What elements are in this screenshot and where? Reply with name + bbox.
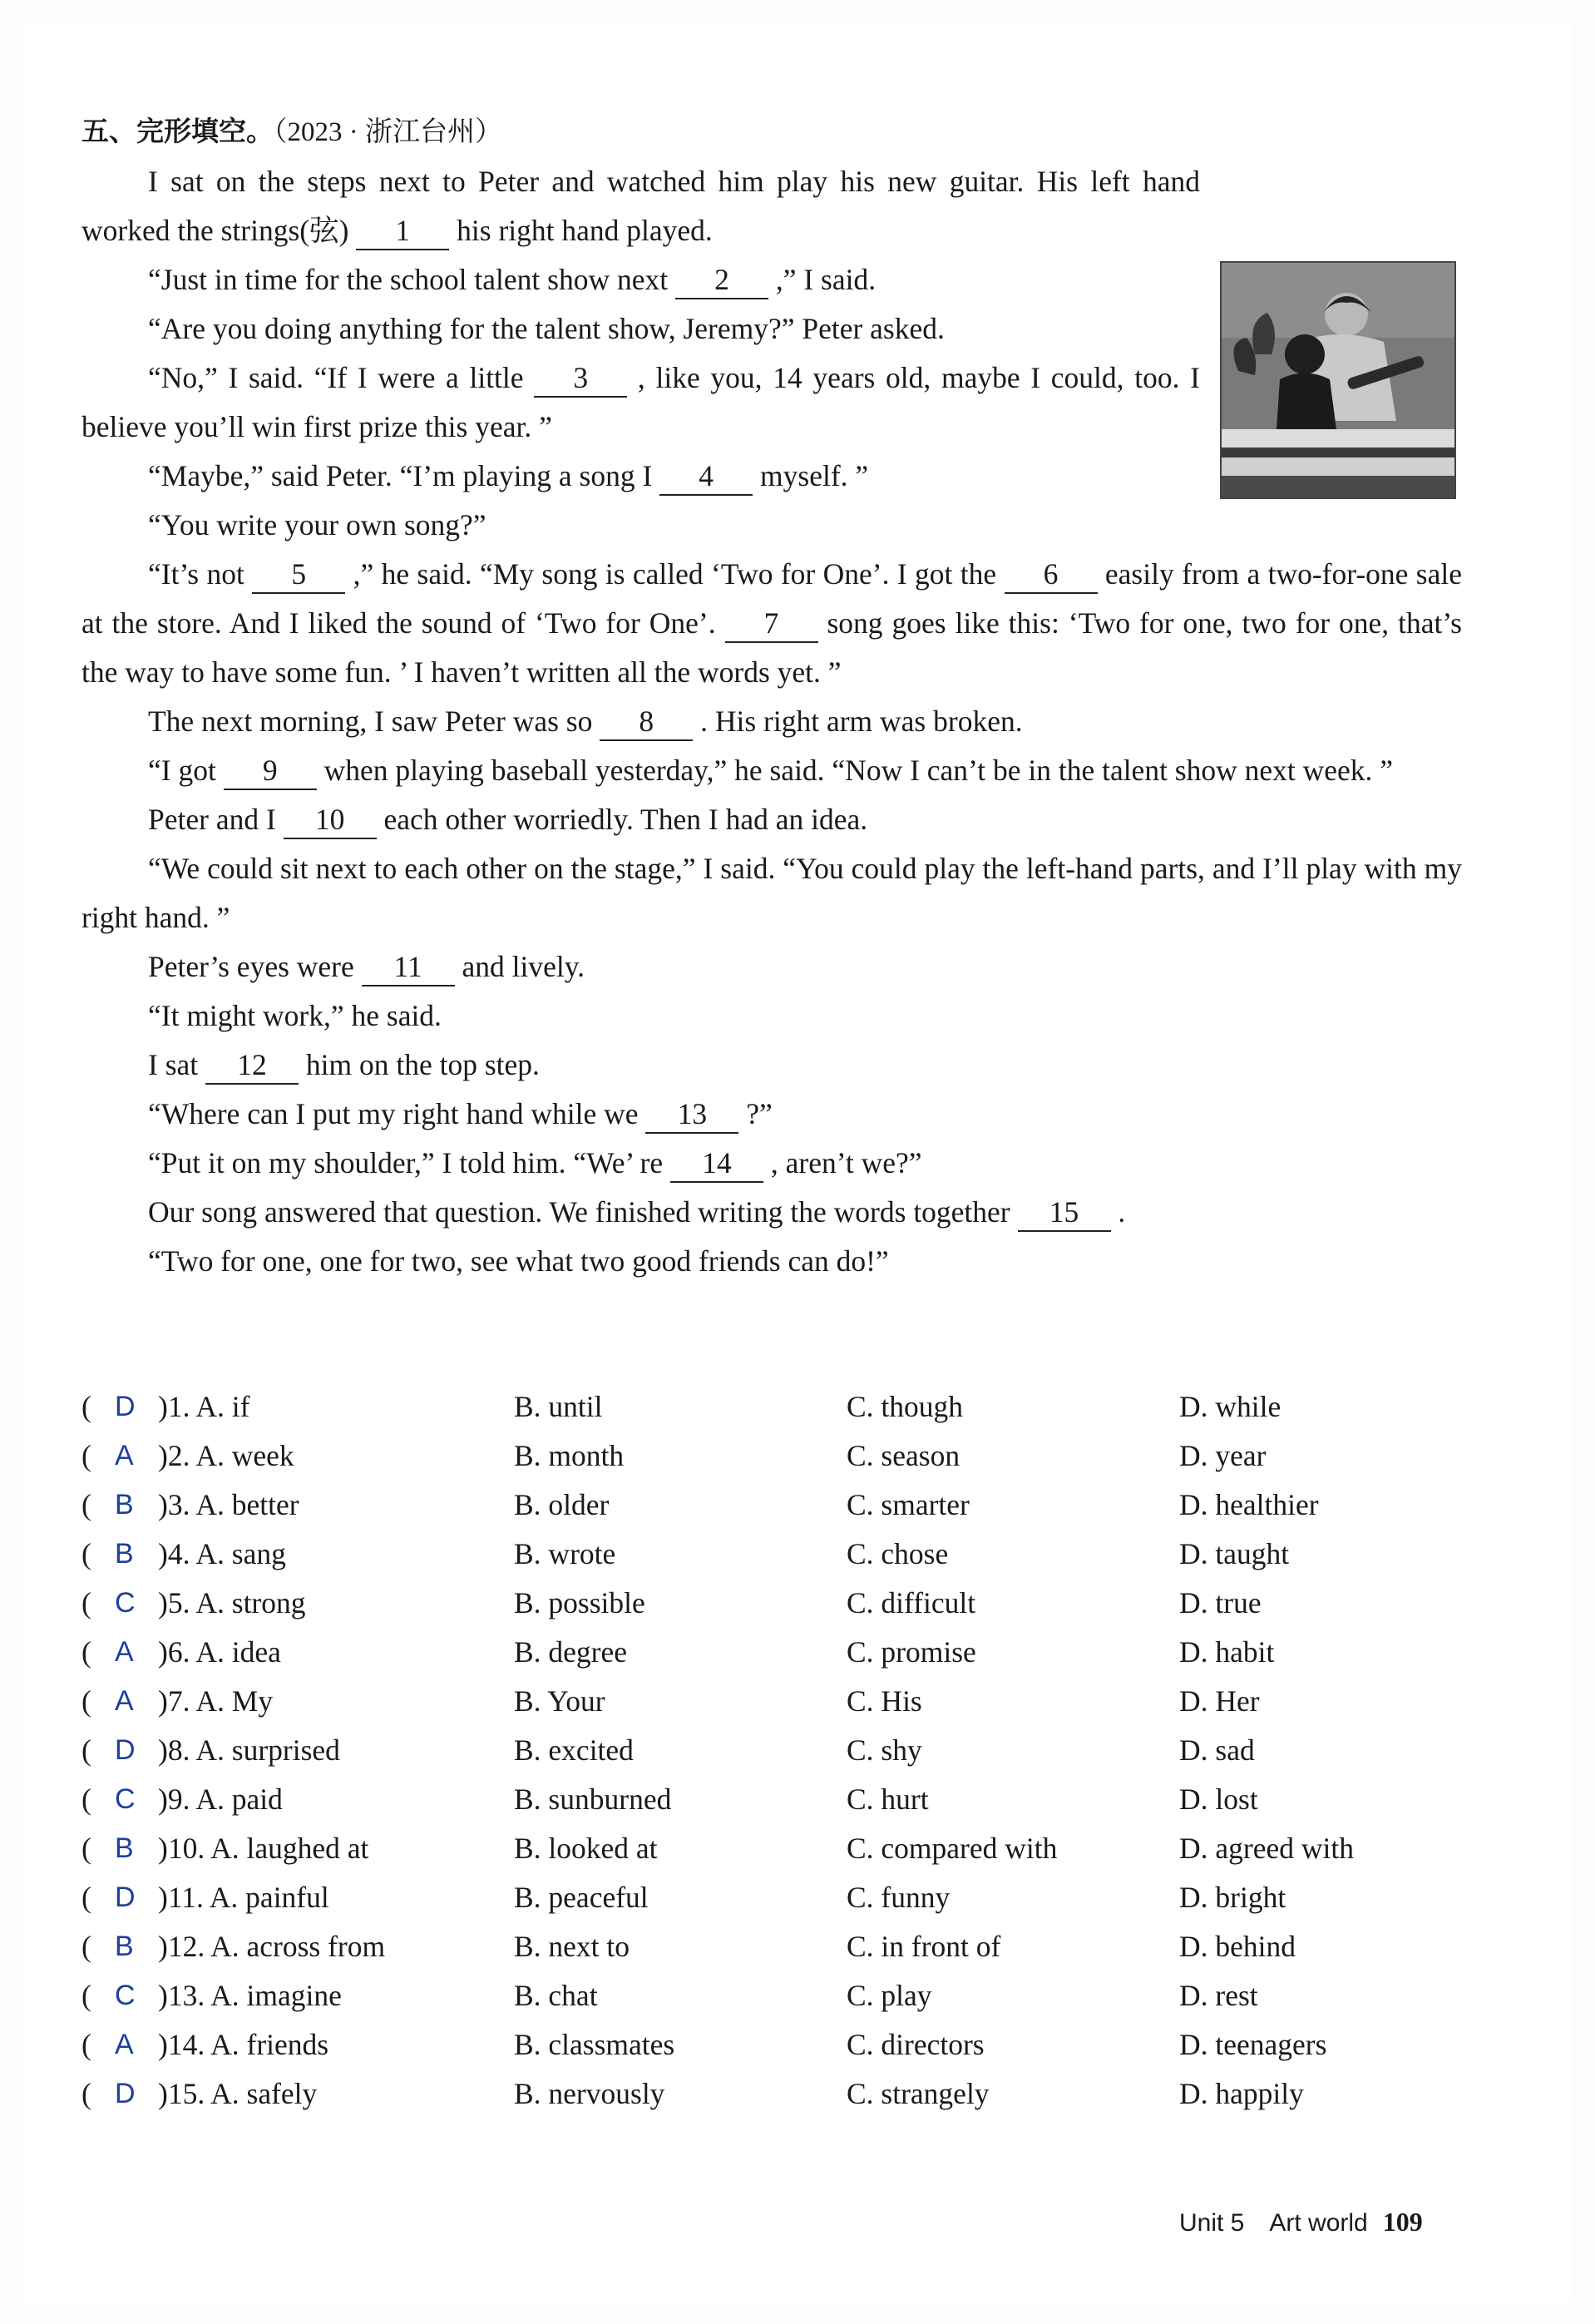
option-d: D. Her bbox=[1179, 1684, 1260, 1718]
option-row bbox=[81, 1824, 1462, 1873]
option-c: C. directors bbox=[847, 2028, 985, 2061]
option-b: B. possible bbox=[514, 1586, 645, 1619]
option-row bbox=[81, 1677, 1462, 1726]
blank-6: 6 bbox=[1005, 556, 1098, 594]
paragraph bbox=[81, 255, 1200, 304]
text: “We could sit next to each other on the stage,” I said. “You could play the left-hand parts, and I’ll play with my right hand. ” bbox=[81, 852, 1462, 934]
option-d: D. healthier bbox=[1179, 1488, 1319, 1521]
text: ?” bbox=[738, 1097, 773, 1130]
option-c: C. His bbox=[847, 1684, 922, 1718]
option-c: C. in front of bbox=[847, 1930, 1001, 1963]
open-paren: ( bbox=[81, 1390, 91, 1423]
option-c: C. though bbox=[847, 1390, 964, 1423]
text: each other worriedly. Then I had an idea. bbox=[376, 803, 868, 836]
blank-12: 12 bbox=[205, 1046, 299, 1085]
option-a: )7. A. My bbox=[158, 1684, 274, 1718]
paragraph bbox=[81, 697, 1462, 746]
paragraph bbox=[81, 746, 1462, 795]
option-row bbox=[81, 1873, 1462, 1922]
option-d: D. year bbox=[1179, 1439, 1267, 1472]
option-c: C. season bbox=[847, 1439, 960, 1472]
blank-3: 3 bbox=[534, 359, 627, 398]
text: him on the top step. bbox=[299, 1048, 540, 1081]
option-row bbox=[81, 1579, 1462, 1628]
option-a: )8. A. surprised bbox=[158, 1733, 340, 1767]
option-b: B. month bbox=[514, 1439, 625, 1472]
open-paren: ( bbox=[81, 1783, 91, 1816]
text: his right hand played. bbox=[449, 214, 713, 247]
option-c: C. play bbox=[847, 1979, 932, 2012]
option-row bbox=[81, 1628, 1462, 1677]
paragraph bbox=[81, 1041, 1462, 1090]
option-a: )6. A. idea bbox=[158, 1635, 281, 1669]
text: , aren’t we?” bbox=[763, 1146, 922, 1179]
paragraph bbox=[81, 501, 1462, 550]
option-d: D. true bbox=[1179, 1586, 1262, 1619]
text: “You write your own song?” bbox=[148, 508, 486, 541]
paragraph bbox=[81, 157, 1200, 255]
open-paren: ( bbox=[81, 1832, 91, 1865]
option-a: )1. A. if bbox=[158, 1390, 250, 1423]
text: , like you, 14 years old, maybe I could, too. I believe you’ll win first prize this year. ” bbox=[81, 361, 1200, 443]
option-a: )14. A. friends bbox=[158, 2028, 329, 2061]
open-paren: ( bbox=[81, 1684, 91, 1718]
answer-letter: A bbox=[115, 1685, 134, 1717]
option-d: D. lost bbox=[1179, 1783, 1258, 1816]
option-b: B. Your bbox=[514, 1684, 605, 1718]
blank-7: 7 bbox=[725, 605, 818, 643]
paragraph bbox=[81, 1090, 1462, 1139]
option-c: C. difficult bbox=[847, 1586, 976, 1619]
option-c: C. hurt bbox=[847, 1783, 929, 1816]
paragraph bbox=[81, 1237, 1462, 1286]
option-a: )15. A. safely bbox=[158, 2077, 318, 2110]
option-a: )5. A. strong bbox=[158, 1586, 306, 1619]
text: “Maybe,” said Peter. “I’m playing a song I bbox=[148, 459, 660, 492]
option-row bbox=[81, 1481, 1462, 1530]
option-a: )2. A. week bbox=[158, 1439, 294, 1472]
open-paren: ( bbox=[81, 1488, 91, 1521]
text: . His right arm was broken. bbox=[693, 705, 1023, 738]
open-paren: ( bbox=[81, 1635, 91, 1669]
text: “Two for one, one for two, see what two good friends can do!” bbox=[148, 1244, 889, 1278]
answer-letter: D bbox=[115, 2078, 136, 2109]
option-b: B. next to bbox=[514, 1930, 630, 1963]
option-row bbox=[81, 1530, 1462, 1579]
option-d: D. happily bbox=[1179, 2077, 1304, 2110]
text: myself. ” bbox=[753, 459, 869, 492]
blank-8: 8 bbox=[600, 703, 693, 741]
text: ,” he said. “My song is called ‘Two for One’. I got the bbox=[345, 557, 1005, 591]
open-paren: ( bbox=[81, 1586, 91, 1619]
option-a: )10. A. laughed at bbox=[158, 1832, 369, 1865]
paragraph bbox=[81, 991, 1462, 1041]
answer-letter: B bbox=[115, 1538, 134, 1570]
answer-letter: C bbox=[115, 1980, 136, 2011]
answer-letter: D bbox=[115, 1734, 136, 1766]
page-footer bbox=[1179, 2207, 1423, 2237]
text: ,” I said. bbox=[768, 263, 877, 296]
option-d: D. sad bbox=[1179, 1733, 1255, 1767]
answer-letter: B bbox=[115, 1931, 134, 1962]
blank-1: 1 bbox=[356, 212, 449, 250]
text: Peter and I bbox=[148, 803, 284, 836]
option-b: B. excited bbox=[514, 1733, 634, 1767]
option-b: B. sunburned bbox=[514, 1783, 672, 1816]
open-paren: ( bbox=[81, 1881, 91, 1914]
open-paren: ( bbox=[81, 1537, 91, 1570]
text: “Are you doing anything for the talent show, Jeremy?” Peter asked. bbox=[148, 312, 945, 345]
blank-13: 13 bbox=[645, 1095, 738, 1134]
option-row bbox=[81, 1431, 1462, 1481]
text: “Put it on my shoulder,” I told him. “We’ re bbox=[148, 1146, 671, 1179]
blank-9: 9 bbox=[224, 752, 317, 790]
option-c: C. chose bbox=[847, 1537, 949, 1570]
paragraph bbox=[81, 844, 1462, 942]
text: “I got bbox=[148, 754, 224, 787]
option-row bbox=[81, 1726, 1462, 1775]
option-b: B. chat bbox=[514, 1979, 598, 2012]
open-paren: ( bbox=[81, 1930, 91, 1963]
option-d: D. taught bbox=[1179, 1537, 1290, 1570]
blank-4: 4 bbox=[659, 457, 753, 496]
option-d: D. habit bbox=[1179, 1635, 1275, 1669]
option-a: )13. A. imagine bbox=[158, 1979, 342, 2012]
option-c: C. funny bbox=[847, 1881, 951, 1914]
section-title: 五、完形填空。 bbox=[81, 115, 274, 147]
option-d: D. bright bbox=[1179, 1881, 1286, 1914]
option-a: )12. A. across from bbox=[158, 1930, 386, 1963]
option-c: C. promise bbox=[847, 1635, 976, 1669]
text: song goes like this: ‘Two for one, two for one, that’s the way to have some fun. ’ I haven’t written all the words yet. ” bbox=[81, 606, 1463, 689]
paragraph bbox=[81, 304, 1200, 354]
section-heading bbox=[81, 106, 1462, 157]
open-paren: ( bbox=[81, 2028, 91, 2061]
option-row bbox=[81, 1971, 1462, 2020]
blank-2: 2 bbox=[675, 261, 768, 299]
answer-letter: A bbox=[115, 2029, 134, 2060]
option-b: B. classmates bbox=[514, 2028, 675, 2061]
option-d: D. while bbox=[1179, 1390, 1281, 1423]
answer-letter: B bbox=[115, 1489, 134, 1520]
option-row bbox=[81, 1922, 1462, 1971]
paragraph bbox=[81, 795, 1462, 844]
text: . bbox=[1110, 1195, 1126, 1229]
text: easily from a two-for-one sale at the store. And I liked the sound of ‘Two for One’. bbox=[81, 557, 1463, 640]
option-row bbox=[81, 2020, 1462, 2069]
paragraph bbox=[81, 1188, 1462, 1237]
option-b: B. older bbox=[514, 1488, 610, 1521]
option-a: )11. A. painful bbox=[158, 1881, 329, 1914]
text: when playing baseball yesterday,” he said. “Now I can’t be in the talent show next week. ” bbox=[316, 754, 1394, 787]
text: and lively. bbox=[454, 950, 585, 983]
open-paren: ( bbox=[81, 1979, 91, 2012]
page-number: 109 bbox=[1382, 2207, 1423, 2237]
illustration-image bbox=[1220, 261, 1456, 499]
option-row bbox=[81, 1775, 1462, 1824]
option-d: D. teenagers bbox=[1179, 2028, 1327, 2061]
answer-letter: C bbox=[115, 1783, 136, 1815]
answer-letter: D bbox=[115, 1391, 136, 1422]
option-b: B. wrote bbox=[514, 1537, 616, 1570]
blank-5: 5 bbox=[252, 556, 345, 594]
blank-15: 15 bbox=[1018, 1194, 1111, 1232]
option-b: B. degree bbox=[514, 1635, 628, 1669]
text: “It might work,” he said. bbox=[148, 999, 442, 1032]
option-a: )3. A. better bbox=[158, 1488, 299, 1521]
blank-10: 10 bbox=[284, 801, 377, 839]
option-d: D. rest bbox=[1179, 1979, 1258, 2012]
text: Peter’s eyes were bbox=[148, 950, 362, 983]
option-c: C. smarter bbox=[847, 1488, 970, 1521]
open-paren: ( bbox=[81, 1733, 91, 1767]
answer-letter: A bbox=[115, 1636, 134, 1668]
paragraph bbox=[81, 354, 1200, 452]
answer-options bbox=[81, 1382, 1462, 2119]
answer-letter: A bbox=[115, 1440, 134, 1471]
option-a: )4. A. sang bbox=[158, 1537, 286, 1570]
option-b: B. peaceful bbox=[514, 1881, 649, 1914]
text: “Where can I put my right hand while we bbox=[148, 1097, 646, 1130]
option-a: )9. A. paid bbox=[158, 1783, 283, 1816]
option-c: C. compared with bbox=[847, 1832, 1058, 1865]
paragraph bbox=[81, 1139, 1462, 1188]
illustration-graphic bbox=[1222, 263, 1454, 497]
option-c: C. shy bbox=[847, 1733, 922, 1767]
text: I sat on the steps next to Peter and watched him play his new guitar. His left hand worked the strings(弦) bbox=[81, 165, 1200, 247]
option-row bbox=[81, 2069, 1462, 2119]
answer-letter: B bbox=[115, 1832, 134, 1864]
text: “No,” I said. “If I were a little bbox=[148, 361, 535, 394]
answer-letter: C bbox=[115, 1587, 136, 1619]
option-d: D. behind bbox=[1179, 1930, 1296, 1963]
paragraph bbox=[81, 942, 1462, 991]
option-row bbox=[81, 1382, 1462, 1431]
text: Our song answered that question. We finished writing the words together bbox=[148, 1195, 1018, 1229]
text: “Just in time for the school talent show next bbox=[148, 263, 675, 296]
footer-title: Art world bbox=[1269, 2209, 1368, 2237]
paragraph bbox=[81, 550, 1462, 697]
text: “It’s not bbox=[148, 557, 253, 591]
footer-unit: Unit 5 bbox=[1179, 2209, 1245, 2237]
section-source: （2023 · 浙江台州） bbox=[274, 117, 502, 147]
blank-14: 14 bbox=[670, 1145, 763, 1183]
option-d: D. agreed with bbox=[1179, 1832, 1354, 1865]
open-paren: ( bbox=[81, 2077, 91, 2110]
answer-letter: D bbox=[115, 1881, 136, 1913]
blank-11: 11 bbox=[362, 948, 455, 986]
open-paren: ( bbox=[81, 1439, 91, 1472]
option-b: B. nervously bbox=[514, 2077, 665, 2110]
option-c: C. strangely bbox=[847, 2077, 990, 2110]
text: I sat bbox=[148, 1048, 206, 1081]
text: The next morning, I saw Peter was so bbox=[148, 705, 600, 738]
paragraph bbox=[81, 452, 1200, 501]
option-b: B. until bbox=[514, 1390, 603, 1423]
option-b: B. looked at bbox=[514, 1832, 658, 1865]
